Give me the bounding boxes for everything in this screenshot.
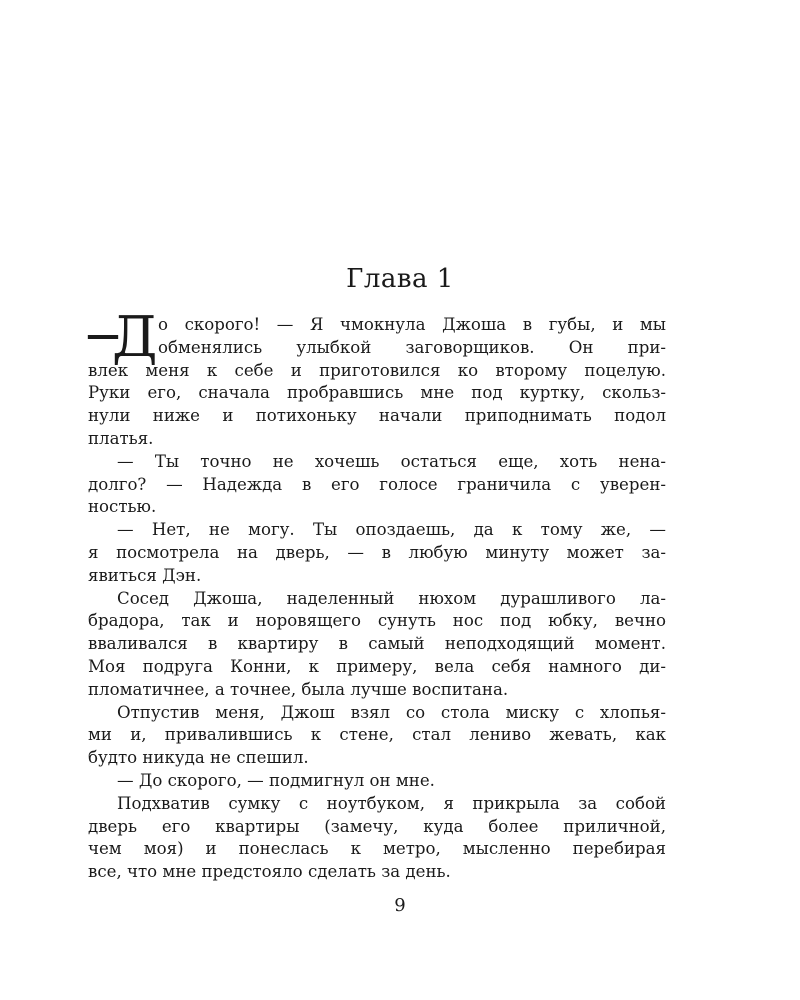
text-line: обменялись улыбкой заговорщиков. Он при- bbox=[158, 337, 666, 357]
text-line: о скорого! — Я чмокнула Джоша в губы, и мы bbox=[158, 315, 666, 334]
text-line: — Нет, не могу. Ты опоздаешь, да к тому же, — bbox=[117, 520, 666, 540]
text-line: я посмотрела на дверь, — в любую минуту может за- bbox=[88, 542, 666, 562]
text-line: чем моя) и понеслась к метро, мысленно перебирая bbox=[88, 839, 666, 859]
drop-cap-letter: Д bbox=[112, 305, 158, 370]
page-number: 9 bbox=[394, 895, 406, 916]
drop-cap bbox=[86, 305, 158, 370]
text-line: брадора, так и норовящего сунуть нос под юбку, вечно bbox=[88, 611, 666, 631]
text-line: долго? — Надежда в его голосе граничила с уверен- bbox=[88, 474, 666, 494]
text-line: влек меня к себе и приготовился ко второму поцелую. bbox=[88, 360, 666, 380]
text-line: Сосед Джоша, наделенный нюхом дурашливого ла- bbox=[117, 588, 666, 608]
chapter-body bbox=[86, 305, 666, 884]
text-line: будто никуда не спешил. bbox=[88, 748, 309, 768]
text-line: ми и, привалившись к стене, стал лениво жевать, как bbox=[88, 725, 666, 745]
text-line: Моя подруга Конни, к примеру, вела себя намного ди- bbox=[88, 656, 666, 676]
text-line: пломатичнее, а точнее, была лучше воспитана. bbox=[88, 679, 509, 699]
drop-cap-dash: — bbox=[86, 315, 120, 355]
text-line: Руки его, сначала пробравшись мне под куртку, скольз- bbox=[88, 383, 666, 403]
text-line: все, что мне предстояло сделать за день. bbox=[88, 862, 451, 882]
text-line: платья. bbox=[88, 428, 154, 448]
chapter-title: Глава 1 bbox=[346, 264, 454, 294]
text-line: явиться Дэн. bbox=[88, 565, 202, 585]
text-line: вваливался в квартиру в самый неподходящий момент. bbox=[88, 634, 666, 654]
text-line: ностью. bbox=[88, 497, 157, 517]
text-line: — Ты точно не хочешь остаться еще, хоть нена- bbox=[117, 451, 666, 471]
text-line: — До скорого, — подмигнул он мне. bbox=[117, 770, 435, 790]
text-line: нули ниже и потихоньку начали приподнимать подол bbox=[88, 406, 666, 426]
text-line: Отпустив меня, Джош взял со стола миску с хлопья- bbox=[117, 702, 666, 722]
text-line: Подхватив сумку с ноутбуком, я прикрыла за собой bbox=[117, 793, 666, 813]
text-line: дверь его квартиры (замечу, куда более приличной, bbox=[88, 816, 666, 836]
